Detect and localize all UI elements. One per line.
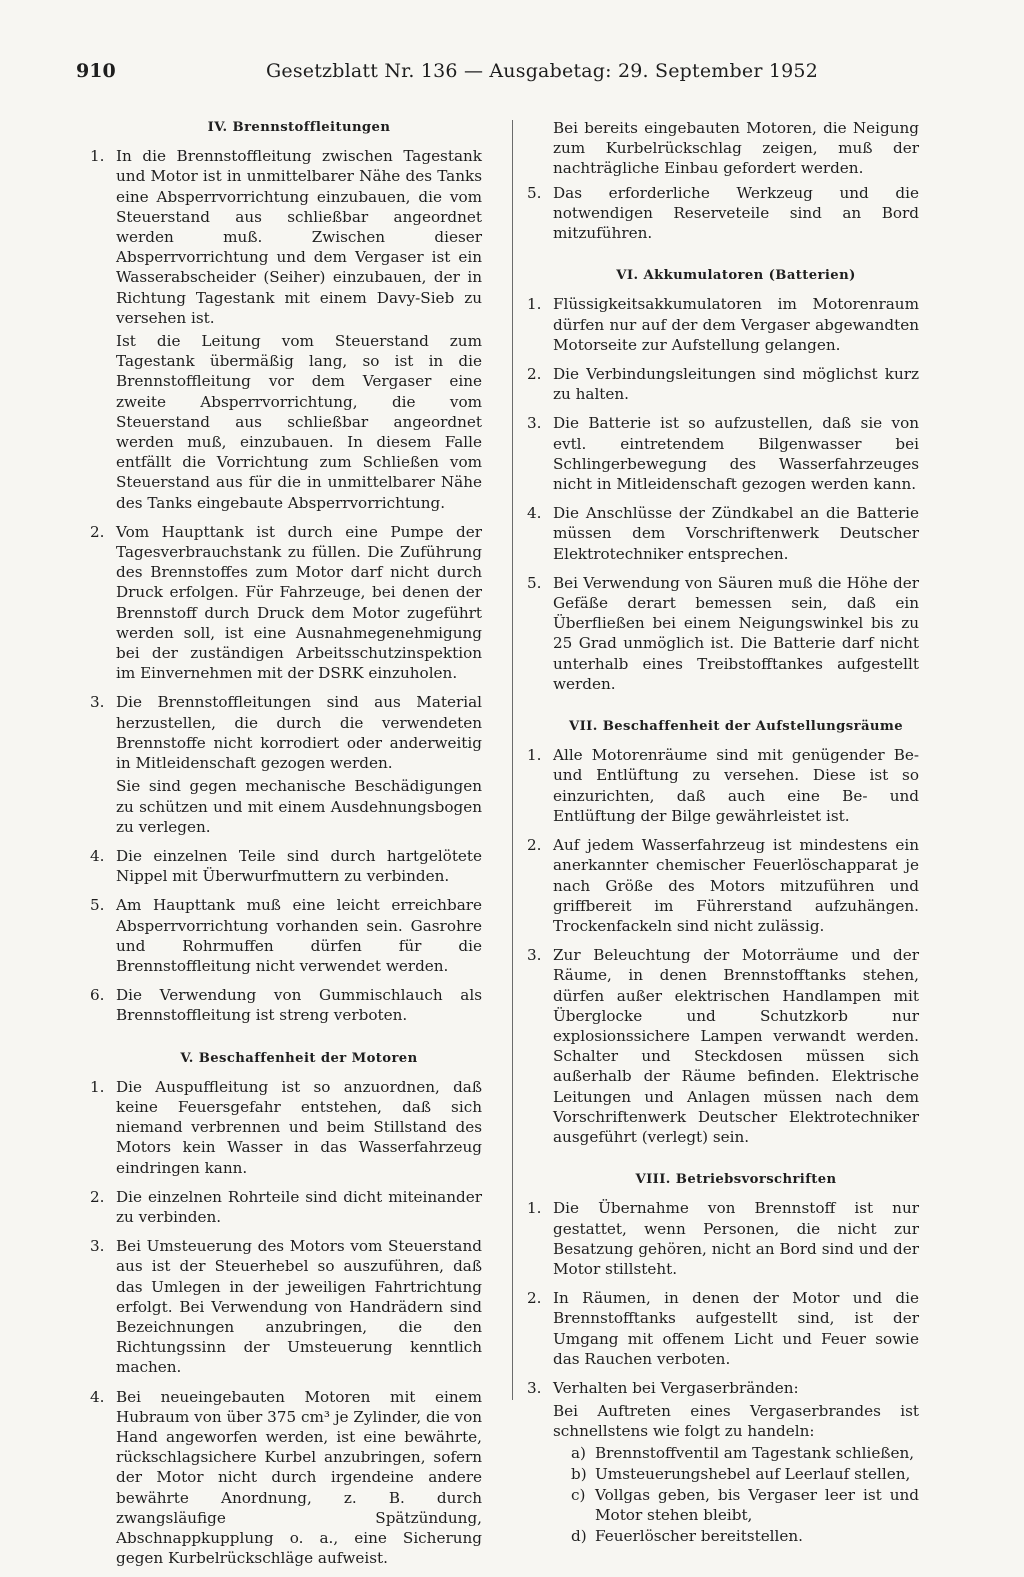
item-number: 5. [527,183,542,202]
item-text: Die Verbindungsleitungen sind möglichst kurz zu halten. [553,365,919,404]
item-number: 1. [90,1077,105,1096]
item-text: Die Verwendung von Gummischlauch als Brennstoffleitung ist streng verboten. [116,986,482,1025]
list-item [527,1288,919,1369]
item-number: 5. [90,896,105,915]
item-number: 3. [527,946,542,965]
step-text: Umsteuerungshebel auf Leerlauf stellen, [595,1464,911,1483]
item-number: 1. [527,1199,542,1218]
item-text: Die Anschlüsse der Zündkabel an die Batterie müssen dem Vorschriftenwerk Deutscher Elektrotechniker entsprechen. [553,504,919,563]
list-item [90,522,482,684]
item-number: 2. [527,1289,542,1308]
item-number: 4. [90,846,105,865]
step-label: c) [571,1485,586,1504]
item-text: Zur Beleuchtung der Motorräume und der Räume, in denen Brennstofftanks stehen, dürfen außer elektrischen Handlampen mit Überglocke und Schutzkorb nur explosionssichere Lampen verwandt werden. Schalter und Steckdosen müssen sich außerhalb der Räume befinden. Elektrische Leitungen und Anlagen müssen nach dem Vorschriftenwerk Deutscher Elektrotechniker ausgeführt (verlegt) sein. [553,946,919,1146]
list-item [527,364,919,404]
step-label: a) [571,1443,586,1462]
list-item [527,413,919,494]
list-item [90,1236,482,1377]
right-column [527,118,919,1556]
list-item [90,1077,482,1178]
item-text: Die einzelnen Teile sind durch hartgelötete Nippel mit Überwurfmuttern zu verbinden. [116,846,482,886]
item-text: Verhalten bei Vergaserbränden: [553,1378,799,1397]
step-label: b) [571,1464,587,1483]
section-heading-viii: VIII. Betriebsvorschriften [635,1172,837,1188]
list-item [90,846,482,886]
item-number: 6. [90,986,105,1005]
item-text: Vom Haupttank ist durch eine Pumpe der Tagesverbrauchstank zu füllen. Die Zuführung des Brennstoffes zum Motor darf nicht durch Druck erfolgen. Für Fahrzeuge, bei denen der Brennstoff durch Druck dem Motor zugeführt werden soll, ist eine Ausnahmegenehmigung bei der zuständigen Arbeitsschutzinspektion im Einvernehmen mit der DSRK einzuholen. [116,522,482,683]
item-text: In die Brennstoffleitung zwischen Tagestank und Motor ist in unmittelbarer Nähe des Tanks eine Absperrvorrichtung einzubauen, die vom Steuerstand aus schließbar angeordnet werden muß. Zwischen dieser Absperrvorrichtung und dem Vergaser ist ein Wasserabscheider (Seiher) einzubauen, der in Richtung Tagestank mit einem Davy-Sieb zu versehen ist. [116,147,482,327]
list-item [527,945,919,1147]
page-number: 910 [76,60,116,82]
item-number: 3. [90,1237,105,1256]
list-item [527,294,919,355]
list-item [527,503,919,564]
item-number: 3. [90,693,105,712]
section-heading-vii: VII. Beschaffenheit der Aufstellungsräume [568,719,904,735]
item-number: 3. [527,1378,542,1397]
step-item [553,1526,919,1546]
item-text: Das erforderliche Werkzeug und die notwendigen Reserveteile sind an Bord mitzuführen. [553,183,919,243]
list-item [527,573,919,694]
item-text: Ist die Leitung vom Steuerstand zum Tagestank übermäßig lang, so ist in die Brennstoffleitung vor dem Vergaser eine zweite Absperrvorrichtung, die vom Steuerstand aus schließbar angeordnet werden muß, einzubauen. In diesem Falle entfällt die Vorrichtung zum Schließen vom Steuerstand aus für die in unmittelbarer Nähe des Tanks eingebaute Absperrvorrichtung. [116,332,482,512]
list-item [90,1187,482,1227]
item-number: 2. [527,365,542,384]
item-text: In Räumen, in denen der Motor und die Brennstofftanks aufgestellt sind, ist der Umgang mit offenem Licht und Feuer sowie das Rauchen verboten. [553,1289,919,1368]
item-text: Bei neueingebauten Motoren mit einem Hubraum von über 375 cm³ je Zylinder, die von Hand angeworfen werden, ist eine bewährte, rückschlagsichere Kurbel anzubringen, sofern der Motor nicht durch irgendeine andere bewährte Anordnung, z. B. durch zwangsläufige Spätzündung, Abschnappkupplung o. a., eine Sicherung gegen Kurbelrückschläge aufweist. [116,1387,482,1568]
list-item [90,146,482,513]
list-item [527,183,919,244]
page-header [76,60,966,90]
step-item [553,1485,919,1525]
item-text: Die Brennstoffleitungen sind aus Material herzustellen, die durch die verwendeten Brennstoffe nicht korrodiert oder anderweitig in Mitleidenschaft gezogen werden. [116,693,482,773]
item-number: 4. [527,504,542,523]
item-number: 2. [90,1187,105,1206]
list-item [527,1378,919,1547]
section-heading-v: V. Beschaffenheit der Motoren [180,1050,418,1066]
item-text: Bei Umsteuerung des Motors vom Steuerstand aus ist der Steuerhebel so auszuführen, daß das Umlegen in der jeweiligen Fahrtrichtung erfolgt. Bei Verwendung von Handrädern sind Bezeichnungen anzubringen, die den Richtungssinn der Umsteuerung kenntlich machen. [116,1237,482,1377]
continued-paragraph: Bei bereits eingebauten Motoren, die Neigung zum Kurbelrückschlag zeigen, muß der nachträgliche Einbau gefordert werden. [553,119,919,178]
item-number: 1. [527,295,542,314]
step-item [553,1464,919,1484]
item-number: 2. [527,836,542,855]
list-item [90,895,482,976]
item-text: Am Haupttank muß eine leicht erreichbare Absperrvorrichtung vorhanden sein. Gasrohre und Rohrmuffen dürfen für die Brennstoffleitung nicht verwendet werden. [116,896,482,975]
step-label: d) [571,1527,587,1546]
section-heading-iv: IV. Brennstoffleitungen [207,120,391,135]
column-divider [512,120,513,1400]
item-number: 3. [527,414,542,433]
list-item [527,835,919,936]
item-text: Sie sind gegen mechanische Beschädigungen zu schützen und mit einem Ausdehnungsbogen zu verlegen. [116,777,482,836]
item-number: 4. [90,1387,105,1406]
list-item [527,745,919,826]
item-text: Bei Verwendung von Säuren muß die Höhe der Gefäße derart bemessen sein, daß ein Überfließen bei einem Neigungswinkel bis zu 25 Grad unmöglich ist. Die Batterie darf nicht unterhalb eines Treibstofftankes aufgestellt werden. [553,573,919,693]
list-item [527,1198,919,1279]
step-text: Brennstoffventil am Tagestank schließen, [595,1443,915,1462]
item-text: Die Übernahme von Brennstoff ist nur gestattet, wenn Personen, die nicht zur Besatzung gehören, nicht an Bord sind und der Motor stillsteht. [553,1199,919,1278]
running-title: Gesetzblatt Nr. 136 — Ausgabetag: 29. September 1952 [266,60,819,82]
step-text: Vollgas geben, bis Vergaser leer ist und Motor stehen bleibt, [595,1485,919,1525]
list-item [90,1387,482,1569]
list-item [90,692,482,836]
item-number: 5. [527,573,542,592]
item-number: 1. [90,147,105,166]
item-number: 1. [527,746,542,765]
item-text: Alle Motorenräume sind mit genügender Be- und Entlüftung zu versehen. Diese ist so einzurichten, daß auch eine Be- und Entlüftung der Bilge gewährleistet ist. [553,746,919,825]
step-text: Feuerlöscher bereitstellen. [595,1527,803,1546]
item-text: Die Auspuffleitung ist so anzuordnen, daß keine Feuersgefahr entstehen, daß sich niemand verbrennen und beim Stillstand des Motors kein Wasser in das Wasserfahrzeug eindringen kann. [116,1077,482,1177]
list-item [90,985,482,1025]
section-heading-vi: VI. Akkumulatoren (Batterien) [616,268,856,284]
item-text: Auf jedem Wasserfahrzeug ist mindestens ein anerkannter chemischer Feuerlöschapparat je nach Größe des Motors mitzuführen und griffbereit im Führerstand aufzuhängen. Trockenfackeln sind nicht zulässig. [553,836,919,935]
item-intro: Bei Auftreten eines Vergaserbrandes ist schnellstens wie folgt zu handeln: [553,1402,919,1441]
item-text: Die Batterie ist so aufzustellen, daß sie von evtl. eintretendem Bilgenwasser bei Schlingerbewegung des Wasserfahrzeuges nicht in Mitleidenschaft gezogen werden kann. [553,414,919,494]
item-text: Die einzelnen Rohrteile sind dicht miteinander zu verbinden. [116,1187,482,1226]
item-text: Flüssigkeitsakkumulatoren im Motorenraum dürfen nur auf der dem Vergaser abgewandten Motorseite zur Aufstellung gelangen. [553,295,919,354]
left-column [90,118,482,1577]
item-number: 2. [90,522,105,541]
